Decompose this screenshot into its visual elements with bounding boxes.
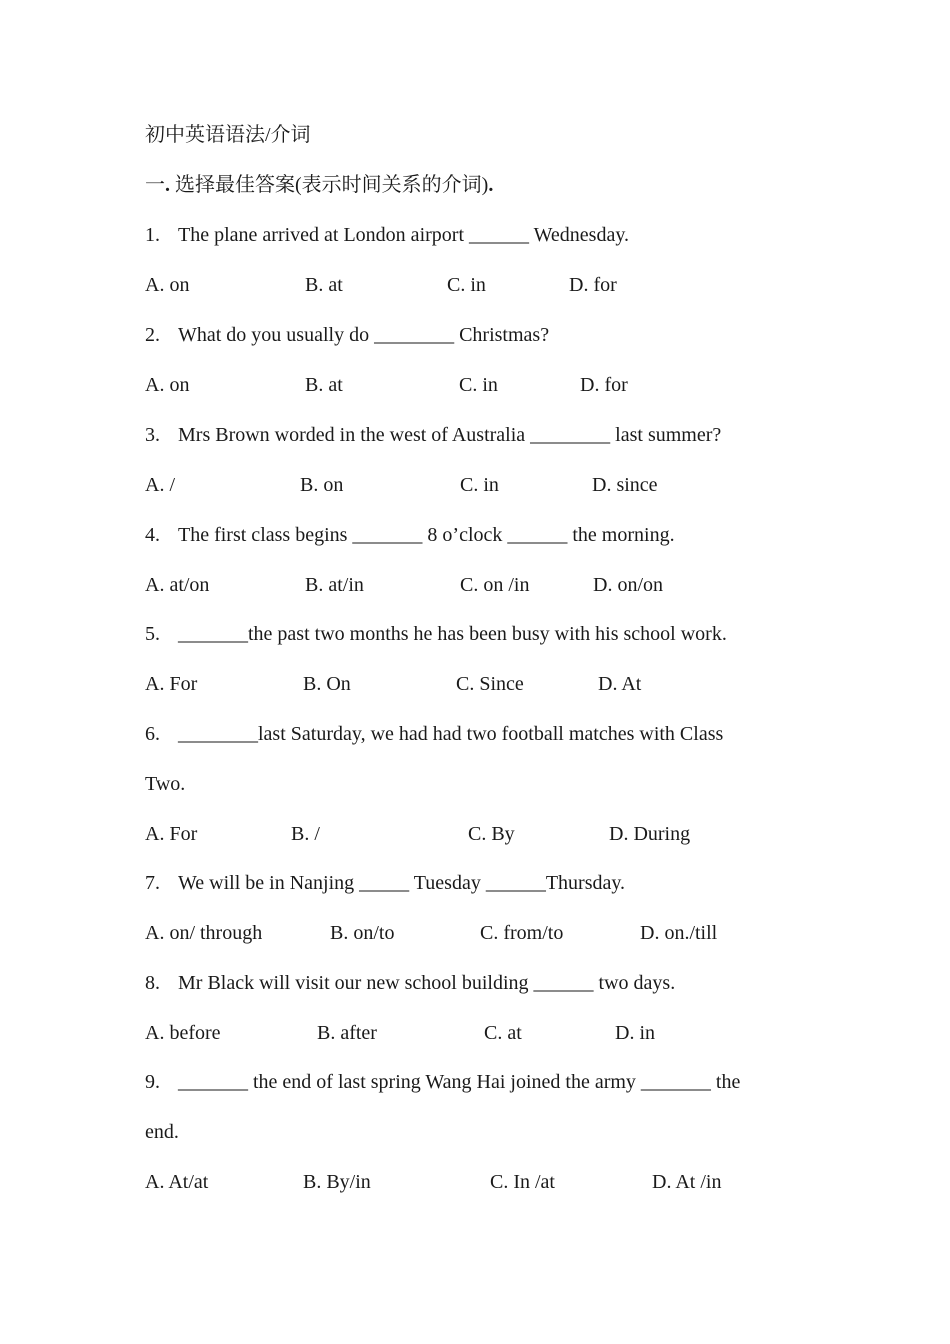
question-number: 4. [145,524,160,546]
q8-option-a: A. before [145,1022,221,1044]
question-8 [145,971,675,995]
q7-option-b: B. on/to [330,922,395,944]
question-6-continuation: Two. [145,773,186,795]
question-7 [145,871,625,895]
q5-option-d: D. At [598,673,642,695]
q2-option-a: A. on [145,374,190,396]
section-heading [145,173,493,197]
q3-option-d: D. since [592,474,658,496]
question-9-continuation: end. [145,1121,179,1143]
question-text: Mr Black will visit our new school building ______ two days. [178,972,676,994]
question-6 [145,722,723,746]
question-9 [145,1070,740,1094]
q1-option-d: D. for [569,274,617,296]
q3-option-c: C. in [460,474,499,496]
q6-option-d: D. During [609,823,691,845]
question-text: _______ the end of last spring Wang Hai joined the army _______ the [178,1071,741,1093]
q5-option-c: C. Since [456,673,524,695]
question-3 [145,423,721,447]
q5-option-a: A. For [145,673,198,695]
question-number: 2. [145,324,160,346]
q7-option-a: A. on/ through [145,922,263,944]
question-text: We will be in Nanjing _____ Tuesday ______Thursday. [178,872,626,894]
question-text: The plane arrived at London airport ______ Wednesday. [178,224,630,246]
question-number: 8. [145,972,160,994]
section-text: 选择最佳答案(表示时间关系的介词) [170,174,489,196]
q6-option-c: C. By [468,823,515,845]
q2-option-c: C. in [459,374,498,396]
doc-title: 初中英语语法/介词 [145,124,311,146]
q4-option-a: A. at/on [145,574,210,596]
question-text: Mrs Brown worded in the west of Australia ________ last summer? [178,424,722,446]
q8-option-c: C. at [484,1022,522,1044]
question-number: 5. [145,623,160,645]
q4-option-b: B. at/in [305,574,364,596]
q8-option-b: B. after [317,1022,377,1044]
question-text: ________last Saturday, we had had two football matches with Class [178,723,724,745]
q4-option-d: D. on/on [593,574,663,596]
question-number: 7. [145,872,160,894]
q9-option-c: C. In /at [490,1171,555,1193]
q8-option-d: D. in [615,1022,655,1044]
question-4 [145,523,675,547]
section-prefix: 一 [145,174,165,196]
q2-option-d: D. for [580,374,628,396]
question-text: The first class begins _______ 8 o’clock ______ the morning. [178,524,675,546]
q9-option-a: A. At/at [145,1171,209,1193]
q5-option-b: B. On [303,673,351,695]
q7-option-d: D. on./till [640,922,718,944]
section-suffix: . [488,174,494,196]
question-text: What do you usually do ________ Christmas? [178,324,550,346]
q3-option-b: B. on [300,474,344,496]
question-text: _______the past two months he has been busy with his school work. [178,623,727,645]
question-number: 3. [145,424,160,446]
q3-option-a: A. / [145,474,175,496]
question-number: 1. [145,224,160,246]
q1-option-b: B. at [305,274,343,296]
q2-option-b: B. at [305,374,343,396]
question-5 [145,622,727,646]
question-2 [145,323,549,347]
question-number: 9. [145,1071,160,1093]
question-1 [145,223,629,247]
q4-option-c: C. on /in [460,574,530,596]
question-number: 6. [145,723,160,745]
section-dot: . [165,174,170,196]
q9-option-d: D. At /in [652,1171,722,1193]
q1-option-a: A. on [145,274,190,296]
q6-option-b: B. / [291,823,320,845]
q6-option-a: A. For [145,823,198,845]
q9-option-b: B. By/in [303,1171,371,1193]
q1-option-c: C. in [447,274,486,296]
q7-option-c: C. from/to [480,922,564,944]
